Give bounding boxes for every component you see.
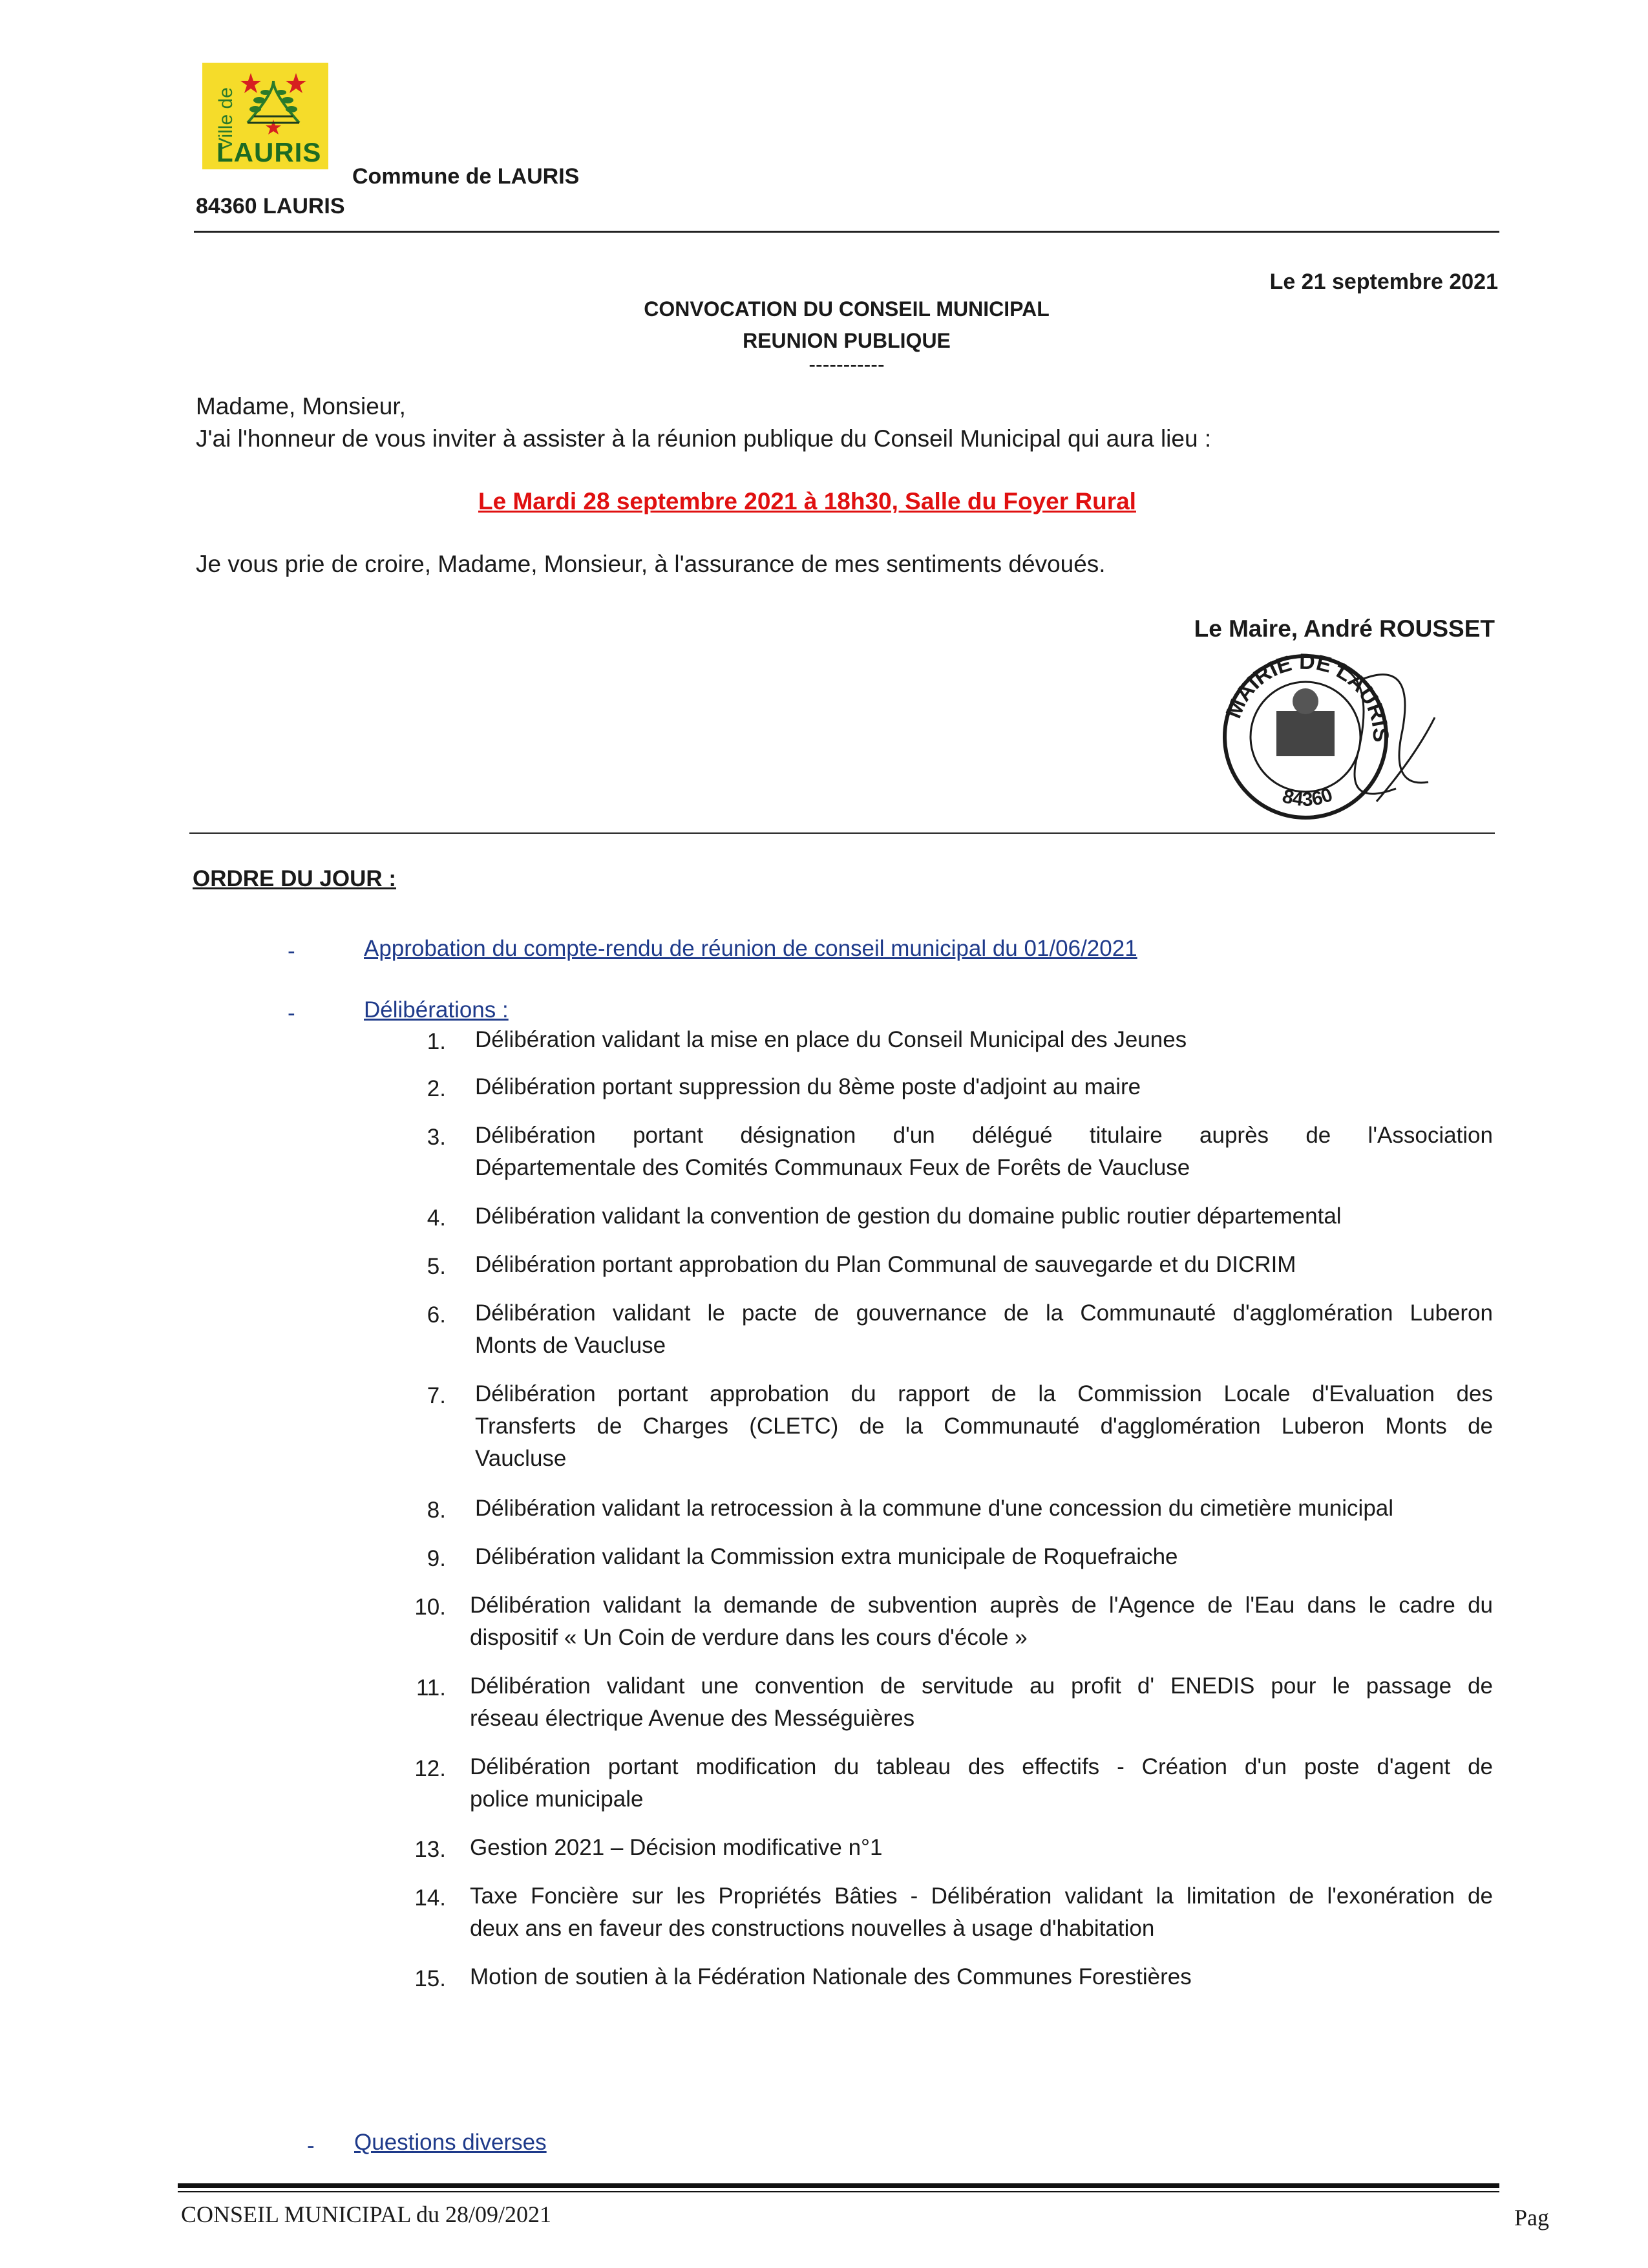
stamp-bottom-text: 84360 — [1280, 784, 1336, 811]
agenda-item-text: Taxe Foncière sur les Propriétés Bâties - Délibération validant la limitation de l'exonération de — [470, 1883, 1493, 1909]
agenda-item-text: Délibération validant la Commission extra municipale de Roquefraiche — [475, 1544, 1178, 1569]
agenda-item-text: Délibération portant suppression du 8ème poste d'adjoint au maire — [475, 1074, 1141, 1099]
title-line-1: CONVOCATION DU CONSEIL MUNICIPAL — [644, 297, 1050, 321]
agenda-item-number: 2. — [427, 1076, 446, 1101]
header-divider — [194, 231, 1499, 233]
agenda-item-text: Transferts de Charges (CLETC) de la Communauté d'agglomération Luberon Monts de — [475, 1414, 1493, 1439]
agenda-item-number: 10. — [414, 1595, 446, 1620]
agenda-item-number: 5. — [427, 1254, 446, 1279]
agenda-item-text: Délibération validant une convention de servitude au profit d' ENEDIS pour le passage de — [470, 1673, 1493, 1699]
stamp-top-text: MAIRIE DE LAURIS — [1221, 649, 1393, 743]
agenda-item-text: Monts de Vaucluse — [475, 1333, 666, 1358]
agenda-item-text: Motion de soutien à la Fédération Nationale des Communes Forestières — [470, 1964, 1192, 1989]
agenda-item-number: 12. — [414, 1756, 446, 1781]
agenda-item-text: Délibération portant modification du tableau des effectifs - Création d'un poste d'agent de — [470, 1754, 1493, 1779]
closing-text: Je vous prie de croire, Madame, Monsieur, à l'assurance de mes sentiments dévoués. — [196, 551, 1106, 577]
approval-item: Approbation du compte-rendu de réunion de conseil municipal du 01/06/2021 — [364, 936, 1137, 961]
agenda-item-text: Délibération validant la demande de subvention auprès de l'Agence de l'Eau dans le cadre du — [470, 1593, 1493, 1618]
bullet-dash: - — [288, 1001, 295, 1026]
footer-rule-thin — [178, 2191, 1499, 2192]
commune-name: Commune de LAURIS — [352, 164, 580, 189]
agenda-item-text: deux ans en faveur des constructions nouvelles à usage d'habitation — [470, 1916, 1155, 1941]
agenda-item-text: Délibération validant la retrocession à la commune d'une concession du cimetière municipal — [475, 1496, 1394, 1521]
agenda-item-number: 8. — [427, 1498, 446, 1523]
section-divider — [189, 832, 1495, 834]
agenda-item-text: Délibération portant désignation d'un délégué titulaire auprès de l'Association — [475, 1123, 1493, 1148]
postal-address: 84360 LAURIS — [196, 194, 345, 218]
agenda-item-text: Vaucluse — [475, 1446, 567, 1471]
agenda-item-number: 15. — [414, 1966, 446, 1991]
agenda-item-text: Délibération validant la mise en place du Conseil Municipal des Jeunes — [475, 1027, 1187, 1052]
footer-title: CONSEIL MUNICIPAL du 28/09/2021 — [181, 2201, 552, 2227]
agenda-item-number: 7. — [427, 1383, 446, 1408]
agenda-item-text: police municipale — [470, 1786, 644, 1812]
logo-ville-text: Ville de — [215, 87, 237, 151]
svg-text:84360 — [1280, 784, 1335, 811]
bullet-dash: - — [307, 2133, 315, 2158]
agenda-item-text: réseau électrique Avenue des Mességuières — [470, 1706, 915, 1731]
agenda-item-number: 3. — [427, 1125, 446, 1150]
agenda-item-number: 11. — [416, 1675, 446, 1701]
agenda-item-number: 4. — [427, 1205, 446, 1231]
agenda-item-text: Délibération portant approbation du Plan Communal de sauvegarde et du DICRIM — [475, 1252, 1296, 1277]
footer-page: Pag — [1514, 2205, 1549, 2231]
footer-rule-thick — [178, 2183, 1499, 2188]
title-line-2: REUNION PUBLIQUE — [743, 329, 951, 352]
salutation: Madame, Monsieur, — [196, 393, 406, 419]
agenda-item-number: 13. — [414, 1837, 446, 1862]
agenda-item-number: 1. — [427, 1029, 446, 1054]
agenda-heading: ORDRE DU JOUR : — [193, 866, 397, 891]
deliberations-label: Délibérations : — [364, 997, 509, 1023]
agenda-item-text: Gestion 2021 – Décision modificative n°1 — [470, 1835, 883, 1860]
questions-item: Questions diverses — [354, 2130, 547, 2155]
olive-branch-logo-art — [228, 68, 319, 139]
meeting-details: Le Mardi 28 septembre 2021 à 18h30, Salle du Foyer Rural — [478, 488, 1136, 514]
agenda-item-text: Délibération validant la convention de gestion du domaine public routier départemental — [475, 1203, 1342, 1229]
agenda-item-text: dispositif « Un Coin de verdure dans les cours d'école » — [470, 1625, 1028, 1650]
title-block — [0, 297, 1648, 377]
agenda-item-text: Délibération validant le pacte de gouvernance de la Communauté d'agglomération Luberon — [475, 1300, 1493, 1326]
letter-date: Le 21 septembre 2021 — [1269, 270, 1498, 294]
town-logo — [202, 63, 328, 169]
agenda-item-number: 9. — [427, 1546, 446, 1571]
title-separator: ----------- — [808, 353, 885, 376]
signatory: Le Maire, André ROUSSET — [1194, 615, 1495, 642]
bullet-dash: - — [288, 938, 295, 964]
agenda-item-number: 14. — [414, 1885, 446, 1911]
logo-name-text: LAURIS — [217, 137, 322, 167]
agenda-item-text: Départementale des Comités Communaux Feux de Forêts de Vaucluse — [475, 1155, 1190, 1180]
agenda-item-text: Délibération portant approbation du rapport de la Commission Locale d'Evaluation des — [475, 1381, 1493, 1406]
agenda-item-number: 6. — [427, 1302, 446, 1328]
mairie-stamp — [1209, 640, 1454, 840]
invitation-text: J'ai l'honneur de vous inviter à assister à la réunion publique du Conseil Municipal qui aura lieu : — [196, 425, 1212, 452]
